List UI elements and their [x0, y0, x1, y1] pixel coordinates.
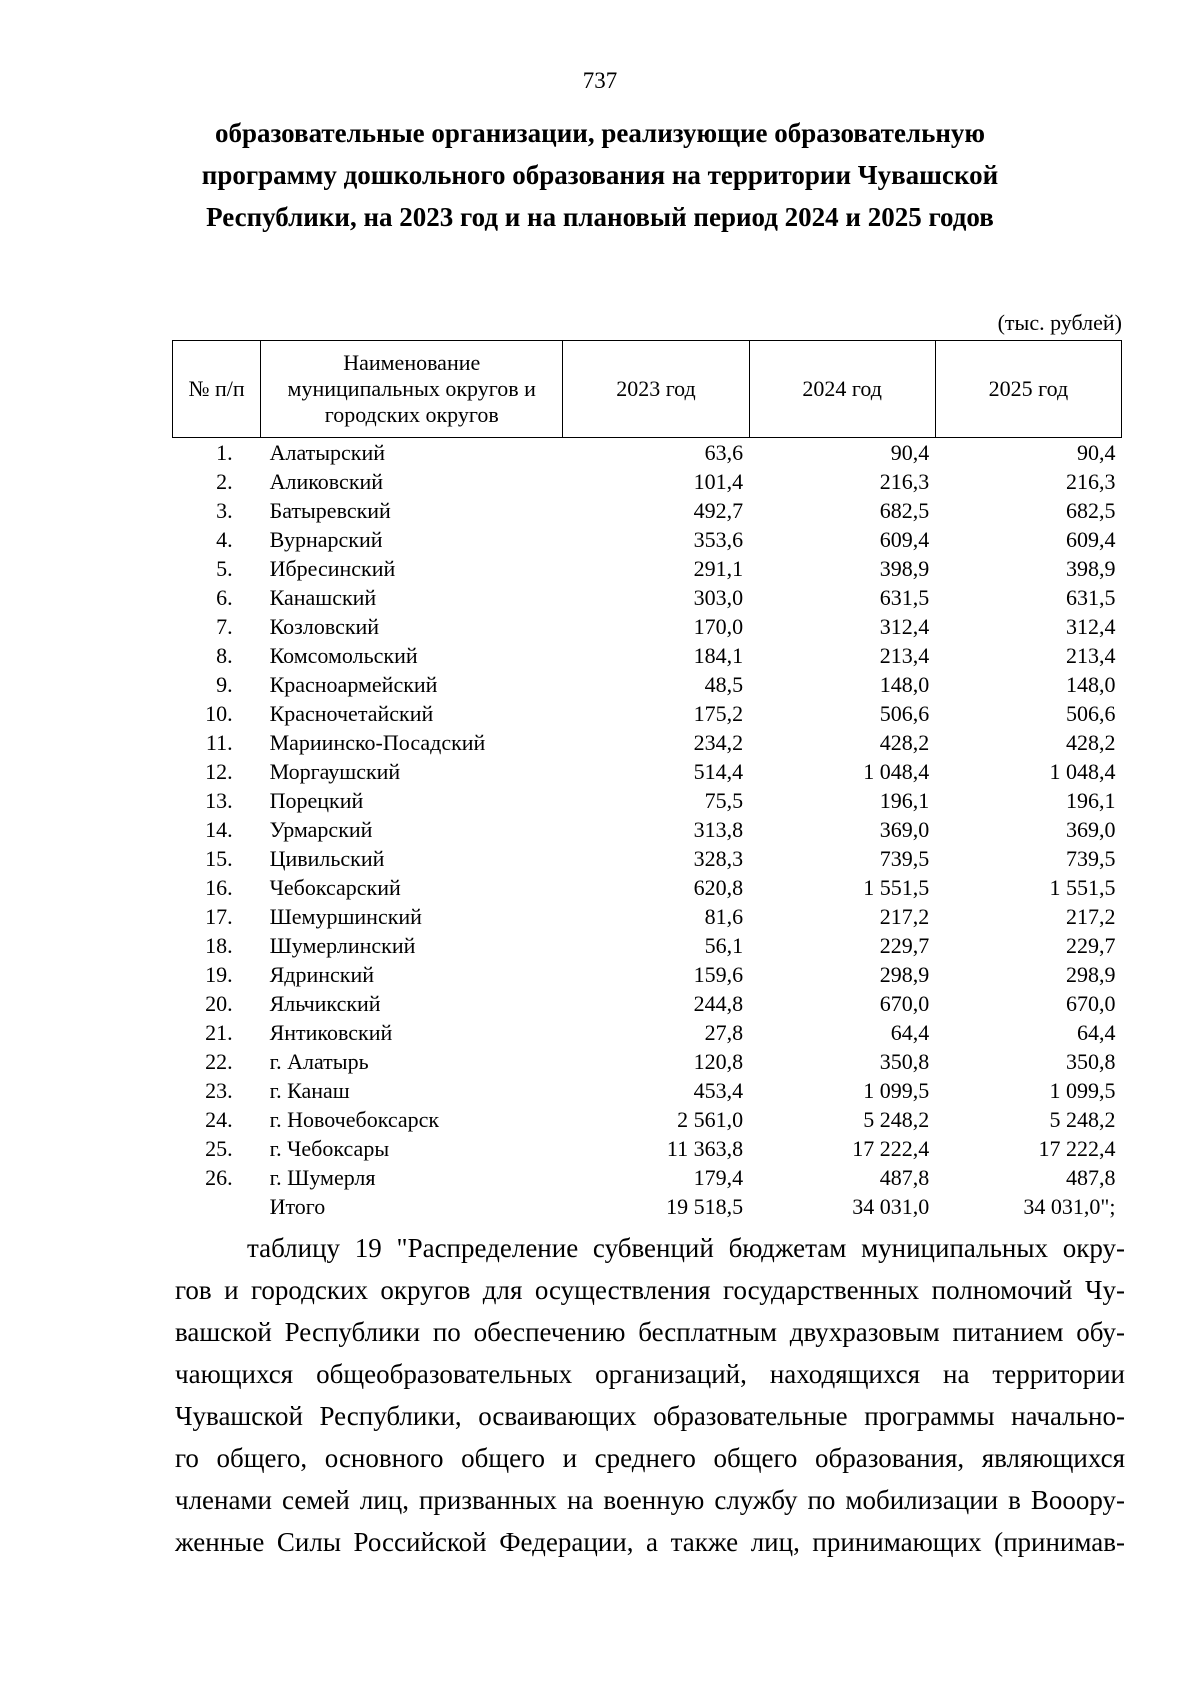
- row-number: 14.: [205, 817, 233, 842]
- row-value-2023: 63,6: [704, 440, 744, 465]
- table-row: [173, 612, 1122, 641]
- row-value-2024: 148,0: [879, 672, 930, 697]
- row-value-2025: 398,9: [1066, 556, 1116, 581]
- row-number: 12.: [205, 759, 233, 784]
- row-name: Урмарский: [269, 817, 373, 842]
- row-value-2023: 353,6: [693, 527, 744, 552]
- row-name: Ядринский: [269, 962, 374, 987]
- row-name: Шумерлинский: [269, 933, 416, 958]
- row-name: Алатырский: [269, 440, 386, 465]
- header-number: № п/п: [173, 341, 261, 438]
- row-value-2024: 312,4: [879, 614, 930, 639]
- heading-line: образовательные организации, реализующие образовательную: [214, 118, 986, 148]
- row-number: 22.: [205, 1049, 233, 1074]
- row-value-2023: 620,8: [693, 875, 744, 900]
- row-name: Янтиковский: [269, 1020, 393, 1045]
- header-2025: 2025 год: [935, 341, 1121, 438]
- row-number: [173, 1192, 261, 1221]
- row-value-2024: 670,0: [879, 991, 930, 1016]
- row-value-2024: 1 048,4: [863, 759, 930, 784]
- row-value-2024: 64,4: [890, 1020, 930, 1045]
- row-name: Козловский: [269, 614, 380, 639]
- paragraph-line: чающихся общеобразовательных организаций, находящихся на территории: [175, 1359, 1125, 1389]
- row-name: г. Канаш: [269, 1078, 350, 1103]
- table-row: [173, 1105, 1122, 1134]
- row-value-2024: 213,4: [879, 643, 930, 668]
- table-header-row: [173, 341, 1122, 438]
- table-row: [173, 960, 1122, 989]
- row-name: Цивильский: [269, 846, 385, 871]
- row-value-2024: 506,6: [879, 701, 930, 726]
- paragraph-line: го общего, основного общего и среднего общего образования, являющихся: [175, 1443, 1125, 1473]
- row-value-2024: 350,8: [879, 1049, 930, 1074]
- table-row: [173, 583, 1122, 612]
- row-value-2024: 428,2: [879, 730, 930, 755]
- row-number: 7.: [216, 614, 233, 639]
- header-name: Наименование муниципальных округов и городских округов: [261, 341, 563, 438]
- row-number: 8.: [216, 643, 233, 668]
- row-value-2025: 312,4: [1066, 614, 1116, 639]
- table-row: [173, 931, 1122, 960]
- row-value-2025: 196,1: [1066, 788, 1116, 813]
- row-number: 26.: [205, 1165, 233, 1190]
- table-total-row: [173, 1192, 1122, 1221]
- table-row: [173, 670, 1122, 699]
- row-value-2024: 1 099,5: [863, 1078, 930, 1103]
- row-value-2025: 609,4: [1066, 527, 1116, 552]
- row-value-2025: 670,0: [1066, 991, 1116, 1016]
- table-row: [173, 525, 1122, 554]
- row-value-2025: 217,2: [1066, 904, 1116, 929]
- row-value-2025: 229,7: [1066, 933, 1116, 958]
- row-name: Чебоксарский: [269, 875, 401, 900]
- table-row: [173, 815, 1122, 844]
- row-number: 11.: [205, 730, 233, 755]
- row-value-2023: 159,6: [693, 962, 744, 987]
- row-value-2023: 313,8: [693, 817, 744, 842]
- row-value-2025: 34 031,0";: [1023, 1194, 1116, 1219]
- subsidy-table: [172, 340, 1122, 1221]
- row-value-2025: 428,2: [1066, 730, 1116, 755]
- row-number: 21.: [205, 1020, 233, 1045]
- row-number: 20.: [205, 991, 233, 1016]
- row-value-2025: 350,8: [1066, 1049, 1116, 1074]
- row-value-2025: 64,4: [1077, 1020, 1116, 1045]
- row-name: Батыревский: [269, 498, 391, 523]
- table-row: [173, 438, 1122, 468]
- header-2023: 2023 год: [563, 341, 749, 438]
- section-heading: [175, 112, 1025, 238]
- row-value-2023: 492,7: [693, 498, 744, 523]
- row-name: Порецкий: [269, 788, 364, 813]
- row-number: 5.: [216, 556, 233, 581]
- row-name: Мариинско-Посадский: [269, 730, 486, 755]
- row-number: 15.: [205, 846, 233, 871]
- row-value-2023: 56,1: [704, 933, 744, 958]
- row-value-2025: 216,3: [1066, 469, 1116, 494]
- row-number: 1.: [216, 440, 233, 465]
- row-name: Шемуршинский: [269, 904, 422, 929]
- row-value-2025: 213,4: [1066, 643, 1116, 668]
- row-value-2025: 17 222,4: [1038, 1136, 1116, 1161]
- row-name: Вурнарский: [269, 527, 383, 552]
- heading-line: программу дошкольного образования на территории Чувашской: [201, 160, 999, 190]
- row-value-2025: 631,5: [1066, 585, 1116, 610]
- row-value-2023: 48,5: [704, 672, 744, 697]
- row-value-2024: 5 248,2: [863, 1107, 930, 1132]
- row-value-2023: 303,0: [693, 585, 744, 610]
- row-value-2025: 1 048,4: [1049, 759, 1116, 784]
- row-name: Яльчикский: [269, 991, 381, 1016]
- table-row: [173, 1076, 1122, 1105]
- row-value-2024: 196,1: [879, 788, 930, 813]
- row-number: 4.: [216, 527, 233, 552]
- row-value-2023: 184,1: [693, 643, 744, 668]
- table-row: [173, 1163, 1122, 1192]
- row-number: 25.: [205, 1136, 233, 1161]
- row-value-2025: 90,4: [1077, 440, 1116, 465]
- row-number: 23.: [205, 1078, 233, 1103]
- table-row: [173, 699, 1122, 728]
- row-number: 2.: [216, 469, 233, 494]
- row-name: Итого: [269, 1194, 326, 1219]
- paragraph-line: гов и городских округов для осуществления государственных полномочий Чу-: [175, 1275, 1125, 1305]
- paragraph-line: женные Силы Российской Федерации, а также лиц, принимающих (принимав-: [175, 1527, 1125, 1557]
- paragraph-line: Чувашской Республики, осваивающих образовательные программы начально-: [175, 1401, 1125, 1431]
- row-name: г. Шумерля: [269, 1165, 376, 1190]
- table-row: [173, 467, 1122, 496]
- table-row: [173, 641, 1122, 670]
- row-value-2023: 81,6: [704, 904, 744, 929]
- row-number: 17.: [205, 904, 233, 929]
- row-value-2023: 244,8: [693, 991, 744, 1016]
- row-value-2025: 1 551,5: [1049, 875, 1116, 900]
- row-name: Красночетайский: [269, 701, 434, 726]
- table-row: [173, 902, 1122, 931]
- row-value-2023: 75,5: [704, 788, 744, 813]
- header-2024: 2024 год: [749, 341, 935, 438]
- row-number: 13.: [205, 788, 233, 813]
- row-value-2024: 229,7: [879, 933, 930, 958]
- row-value-2023: 179,4: [693, 1165, 744, 1190]
- row-number: 6.: [216, 585, 233, 610]
- row-number: 3.: [216, 498, 233, 523]
- row-value-2024: 17 222,4: [852, 1136, 930, 1161]
- row-value-2023: 170,0: [693, 614, 744, 639]
- paragraph-line: вашской Республики по обеспечению бесплатным двухразовым питанием обу-: [175, 1317, 1125, 1347]
- row-value-2024: 739,5: [879, 846, 930, 871]
- row-name: Аликовский: [269, 469, 384, 494]
- row-value-2023: 453,4: [693, 1078, 744, 1103]
- heading-line: Республики, на 2023 год и на плановый период 2024 и 2025 годов: [206, 202, 994, 232]
- row-value-2023: 175,2: [693, 701, 744, 726]
- table-row: [173, 728, 1122, 757]
- row-name: г. Алатырь: [269, 1049, 369, 1074]
- row-value-2023: 19 518,5: [666, 1194, 744, 1219]
- units-label: (тыс. рублей): [997, 310, 1122, 335]
- row-name: Комсомольский: [269, 643, 418, 668]
- row-value-2023: 101,4: [693, 469, 744, 494]
- row-value-2024: 216,3: [879, 469, 930, 494]
- row-value-2023: 234,2: [693, 730, 744, 755]
- row-value-2025: 739,5: [1066, 846, 1116, 871]
- row-value-2023: 328,3: [693, 846, 744, 871]
- table-row: [173, 844, 1122, 873]
- row-value-2024: 217,2: [879, 904, 930, 929]
- row-value-2024: 298,9: [879, 962, 930, 987]
- paragraph-line: таблицу 19 "Распределение субвенций бюджетам муниципальных окру-: [247, 1233, 1125, 1263]
- table-row: [173, 1018, 1122, 1047]
- table-row: [173, 554, 1122, 583]
- row-name: Моргаушский: [269, 759, 401, 784]
- row-value-2023: 120,8: [693, 1049, 744, 1074]
- row-name: Ибресинский: [269, 556, 396, 581]
- row-name: г. Чебоксары: [269, 1136, 390, 1161]
- row-value-2023: 291,1: [693, 556, 744, 581]
- row-value-2024: 398,9: [879, 556, 930, 581]
- body-paragraph: [175, 1227, 1125, 1563]
- row-value-2024: 369,0: [879, 817, 930, 842]
- row-value-2024: 609,4: [879, 527, 930, 552]
- row-value-2024: 1 551,5: [863, 875, 930, 900]
- row-value-2023: 11 363,8: [666, 1136, 744, 1161]
- row-value-2025: 682,5: [1066, 498, 1116, 523]
- table-row: [173, 1047, 1122, 1076]
- table-body: [173, 438, 1122, 1222]
- table-row: [173, 786, 1122, 815]
- row-value-2023: 27,8: [704, 1020, 744, 1045]
- row-value-2023: 514,4: [693, 759, 744, 784]
- row-number: 9.: [216, 672, 233, 697]
- row-number: 10.: [205, 701, 233, 726]
- row-value-2025: 506,6: [1066, 701, 1116, 726]
- row-number: 16.: [205, 875, 233, 900]
- table-row: [173, 1134, 1122, 1163]
- row-value-2023: 2 561,0: [677, 1107, 744, 1132]
- row-value-2025: 369,0: [1066, 817, 1116, 842]
- row-value-2025: 298,9: [1066, 962, 1116, 987]
- row-value-2024: 631,5: [879, 585, 930, 610]
- row-name: г. Новочебоксарск: [269, 1107, 440, 1132]
- row-value-2025: 148,0: [1066, 672, 1116, 697]
- row-value-2024: 487,8: [879, 1165, 930, 1190]
- paragraph-line: членами семей лиц, призванных на военную службу по мобилизации в Вооору-: [175, 1485, 1125, 1515]
- row-value-2024: 90,4: [890, 440, 930, 465]
- table-row: [173, 989, 1122, 1018]
- row-number: 24.: [205, 1107, 233, 1132]
- row-name: Канашский: [269, 585, 377, 610]
- row-value-2024: 34 031,0: [852, 1194, 930, 1219]
- page-number: 737: [582, 68, 618, 93]
- row-name: Красноармейский: [269, 672, 438, 697]
- table-row: [173, 496, 1122, 525]
- row-value-2025: 487,8: [1066, 1165, 1116, 1190]
- row-value-2024: 682,5: [879, 498, 930, 523]
- table-row: [173, 757, 1122, 786]
- row-value-2025: 1 099,5: [1049, 1078, 1116, 1103]
- row-number: 19.: [205, 962, 233, 987]
- table-row: [173, 873, 1122, 902]
- row-value-2025: 5 248,2: [1049, 1107, 1116, 1132]
- row-number: 18.: [205, 933, 233, 958]
